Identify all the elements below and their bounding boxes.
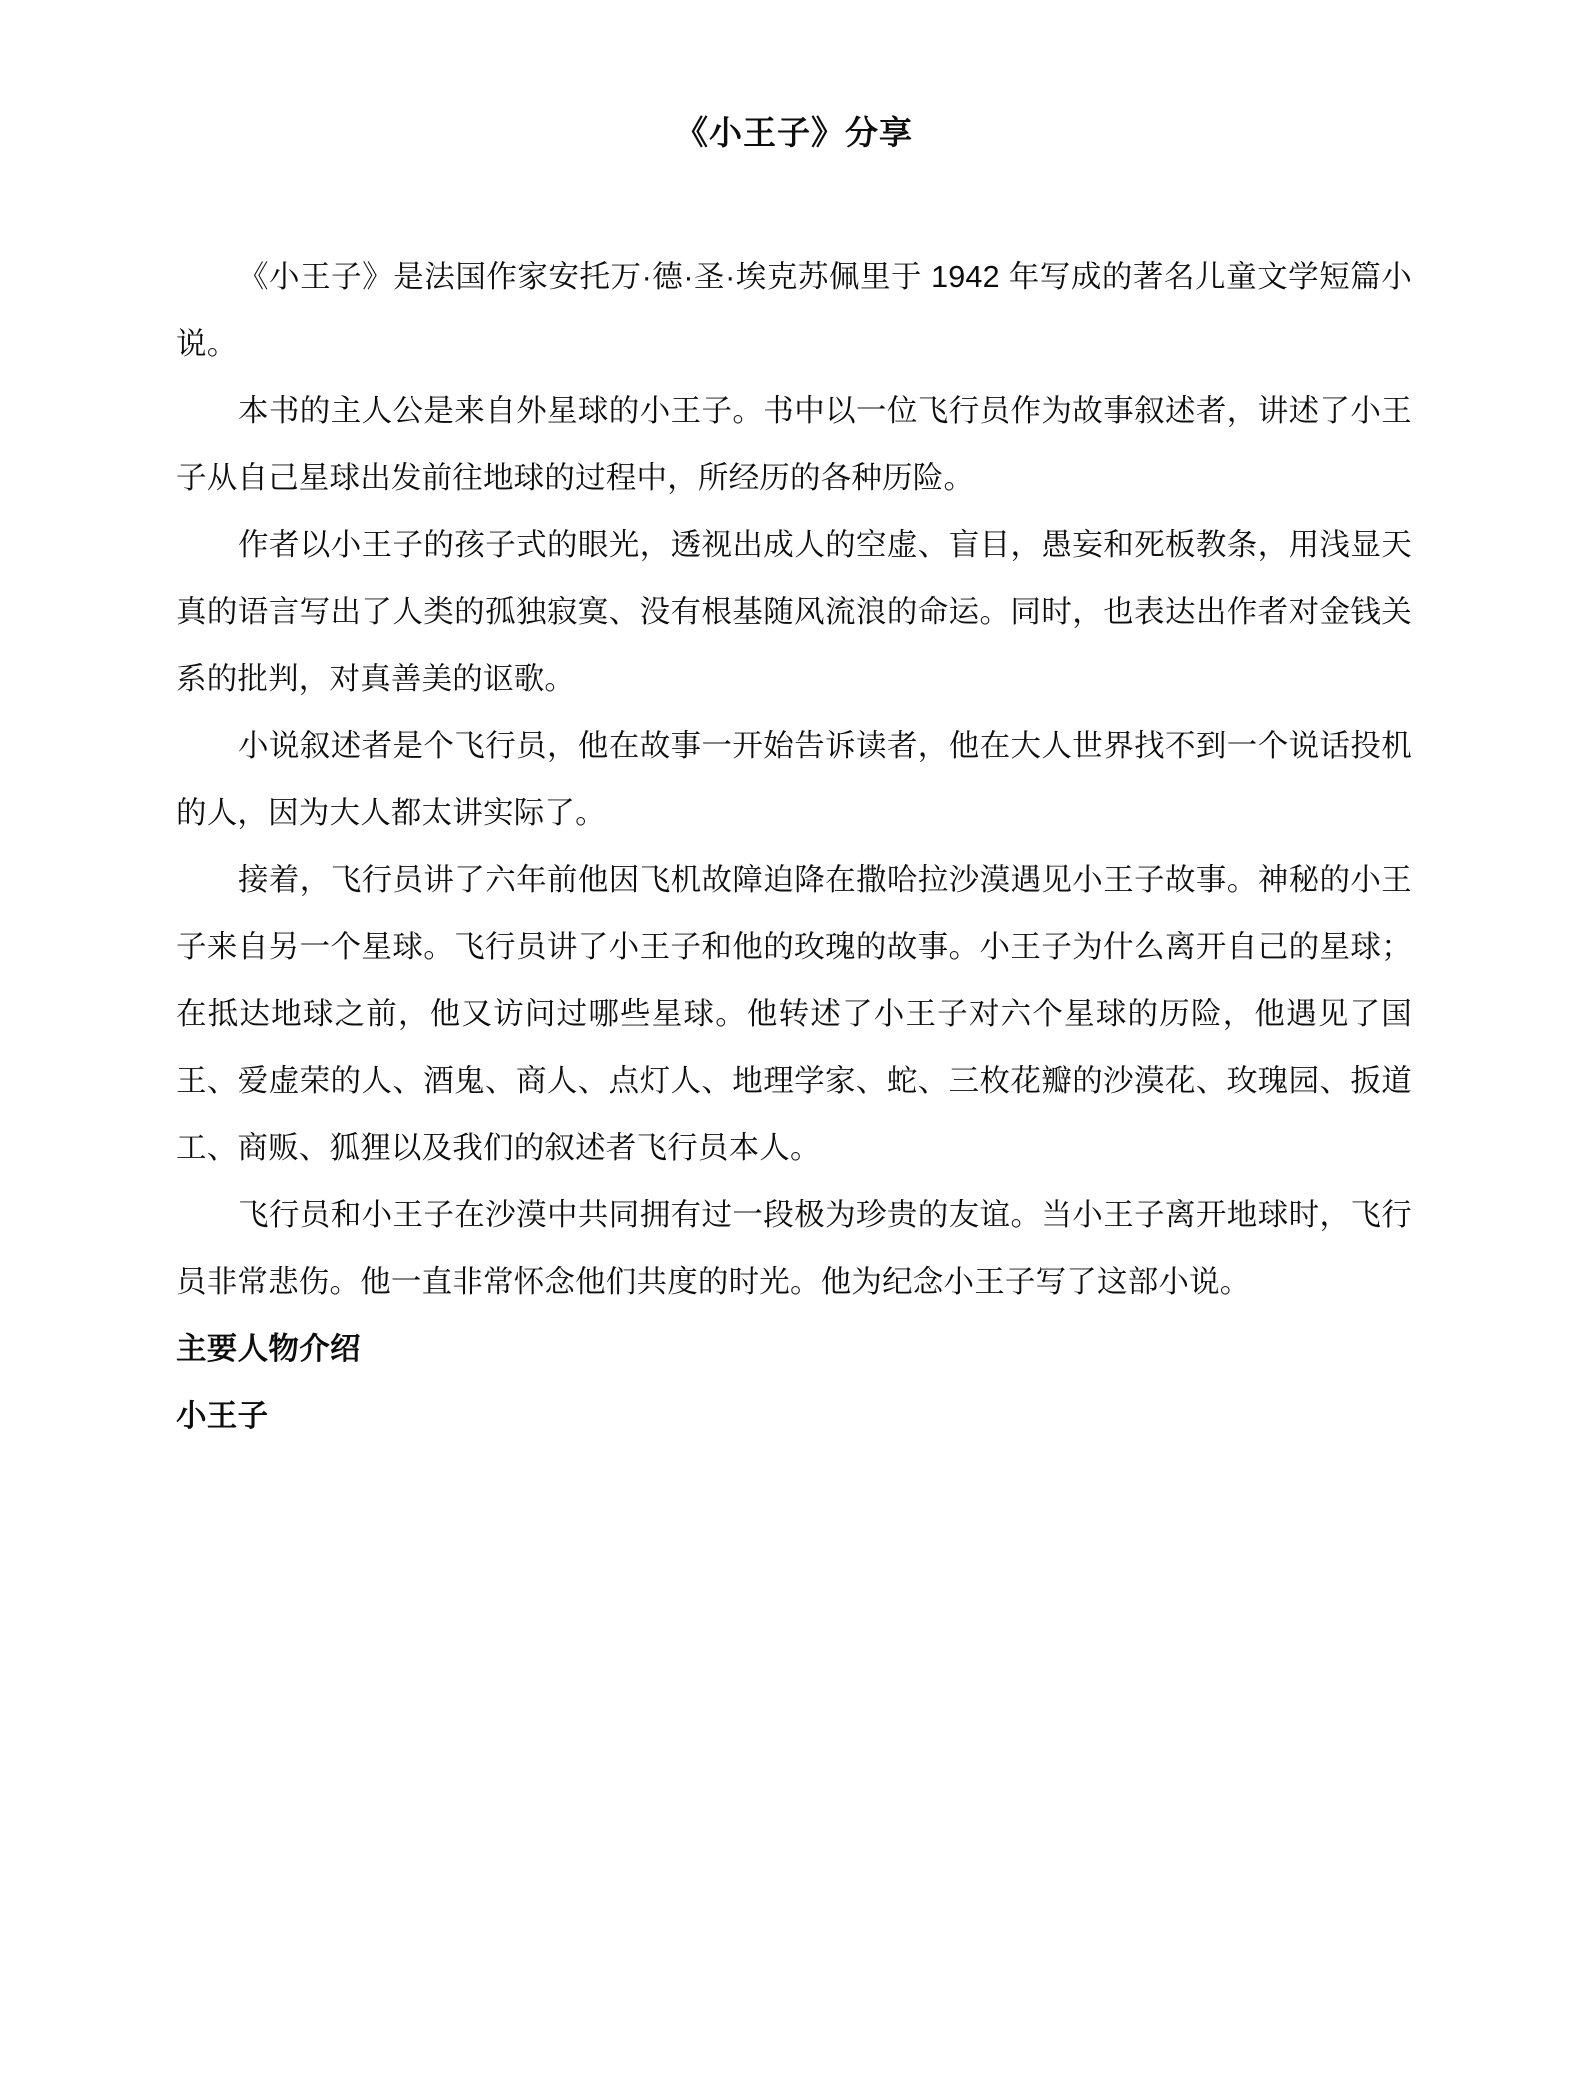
heading-character-one: 小王子 — [176, 1399, 269, 1434]
paragraph-journey: 接着，飞行员讲了六年前他因飞机故障迫降在撒哈拉沙漠遇见小王子故事。神秘的小王子来自另一个星球。飞行员讲了小王子和他的玫瑰的故事。小王子为什么离开自己的星球；在抵达地球之前，他又访问过哪些星球。他转述了小王子对六个星球的历险，他遇见了国王、爱虚荣的人、酒鬼、商人、点灯人、地理学家、蛇、三枚花瓣的沙漠花、玫瑰园、扳道工、商贩、狐狸以及我们的叙述者飞行员本人。 — [176, 863, 1412, 1166]
paragraph-friendship: 飞行员和小王子在沙漠中共同拥有过一段极为珍贵的友谊。当小王子离开地球时，飞行员非常悲伤。他一直非常怀念他们共度的时光。他为纪念小王子写了这部小说。 — [176, 1198, 1412, 1300]
document-body — [176, 0, 1412, 1450]
paragraph-intro: 《小王子》是法国作家安托万·德·圣·埃克苏佩里于 1942 年写成的著名儿童文学短篇小说。 — [176, 260, 1412, 362]
paragraph-narrator: 小说叙述者是个飞行员，他在故事一开始告诉读者，他在大人世界找不到一个说话投机的人，因为大人都太讲实际了。 — [176, 729, 1412, 831]
paragraph-themes: 作者以小王子的孩子式的眼光，透视出成人的空虚、盲目，愚妄和死板教条，用浅显天真的语言写出了人类的孤独寂寞、没有根基随风流浪的命运。同时，也表达出作者对金钱关系的批判，对真善美的讴歌。 — [176, 528, 1412, 697]
page-title: 《小王子》分享 — [675, 114, 913, 151]
paragraph-protagonist: 本书的主人公是来自外星球的小王子。书中以一位飞行员作为故事叙述者，讲述了小王子从自己星球出发前往地球的过程中，所经历的各种历险。 — [176, 394, 1412, 496]
title-spacer — [176, 156, 1412, 244]
heading-characters-section: 主要人物介绍 — [176, 1332, 361, 1367]
